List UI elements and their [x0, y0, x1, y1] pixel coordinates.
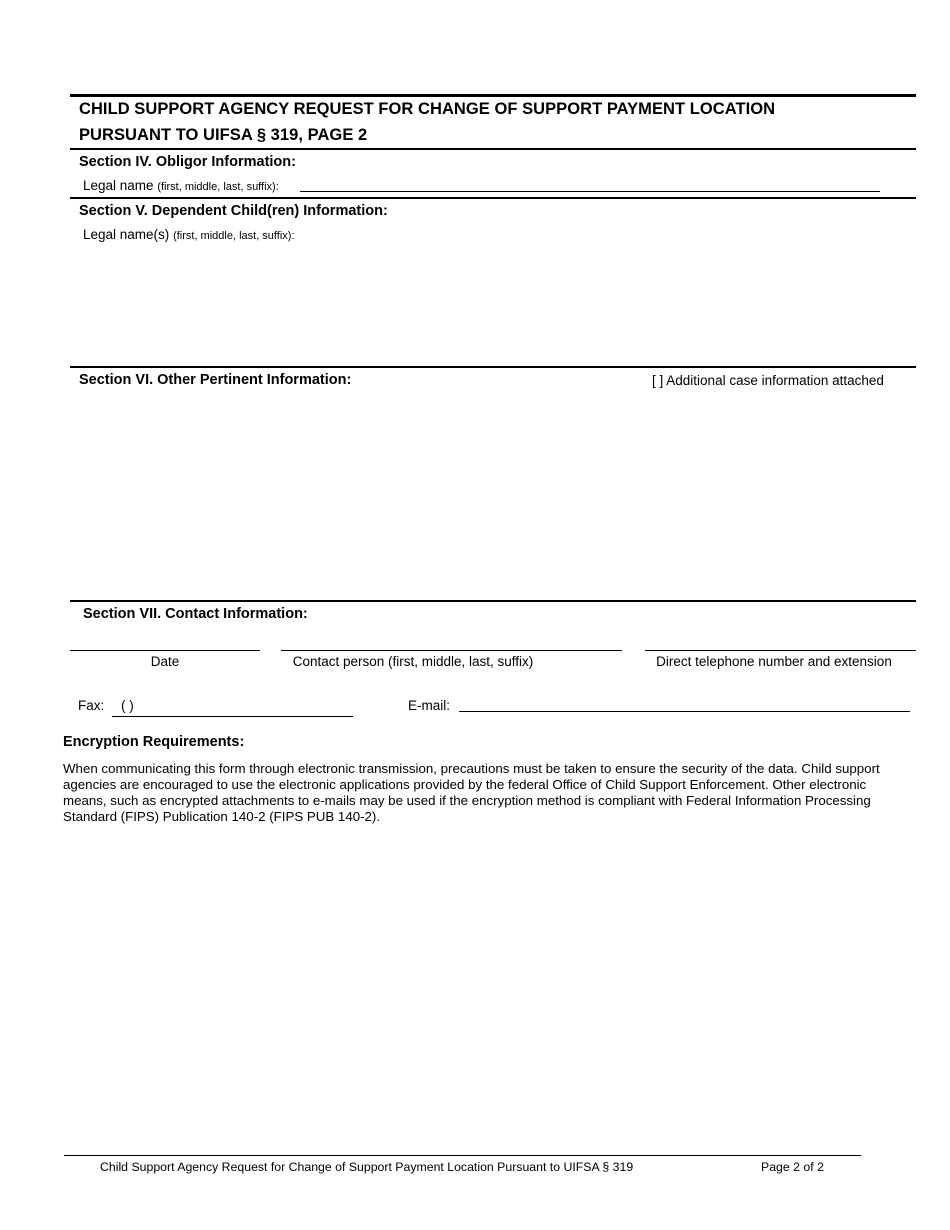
encryption-body: When communicating this form through electronic transmission, precautions must be taken to ensure the security of the data. Child support agencies are encouraged to use the electronic applications provided by the federal Office of Child Support Enforcement. Other electronic means, such as encrypted attachments to e-mails may be used if the encryption method is compliant with Federal Information Processing Standard (FIPS) Publication 140-2 (FIPS PUB 140-2). — [63, 761, 880, 824]
attachment-option — [652, 373, 884, 388]
contact-person-label: Contact person (first, middle, last, suffix) — [292, 654, 534, 669]
section-vi-heading: Section VI. Other Pertinent Information: — [79, 372, 352, 388]
section-vii-heading: Section VII. Contact Information: — [83, 606, 308, 622]
children-legal-names-text: Legal name(s) — [83, 227, 170, 242]
section-iv-heading: Section IV. Obligor Information: — [79, 154, 296, 170]
section-vi-bottom-rule — [70, 600, 916, 602]
fax-area-code: ( ) — [121, 698, 134, 713]
children-legal-names-area[interactable] — [70, 246, 916, 364]
date-label: Date — [150, 654, 180, 669]
children-legal-names-hint: (first, middle, last, suffix): — [173, 230, 295, 242]
section-v-bottom-rule — [70, 366, 916, 368]
footer-form-title: Child Support Agency Request for Change of Support Payment Location Pursuant to UIFSA § 319 — [100, 1160, 634, 1174]
other-pertinent-info-area[interactable] — [70, 394, 916, 598]
form-title-line-2: PURSUANT TO UIFSA § 319, PAGE 2 — [79, 126, 368, 144]
children-legal-names-label — [83, 227, 295, 242]
phone-label: Direct telephone number and extension — [656, 654, 892, 669]
obligor-legal-name-text: Legal name — [83, 178, 154, 193]
section-iv-bottom-rule — [70, 197, 916, 199]
phone-field[interactable] — [645, 650, 916, 651]
encryption-heading: Encryption Requirements: — [63, 734, 245, 750]
section-v-heading: Section V. Dependent Child(ren) Information: — [79, 203, 388, 219]
title-bottom-rule — [70, 148, 916, 150]
form-title-line-1: CHILD SUPPORT AGENCY REQUEST FOR CHANGE OF SUPPORT PAYMENT LOCATION — [79, 100, 776, 118]
title-top-rule — [70, 94, 916, 97]
footer-page-number: Page 2 of 2 — [761, 1160, 824, 1174]
attachment-label: Additional case information attached — [666, 373, 884, 388]
email-field[interactable] — [459, 711, 910, 712]
obligor-legal-name-hint: (first, middle, last, suffix): — [157, 181, 279, 193]
obligor-legal-name-label — [83, 178, 279, 193]
contact-person-field[interactable] — [281, 650, 622, 651]
fax-label: Fax: — [78, 698, 105, 713]
attachment-checkbox[interactable]: [ ] — [652, 373, 664, 388]
date-field[interactable] — [70, 650, 260, 651]
email-label: E-mail: — [408, 698, 451, 713]
obligor-legal-name-field[interactable] — [300, 191, 880, 192]
fax-field[interactable] — [112, 716, 353, 717]
footer-rule — [64, 1155, 861, 1156]
